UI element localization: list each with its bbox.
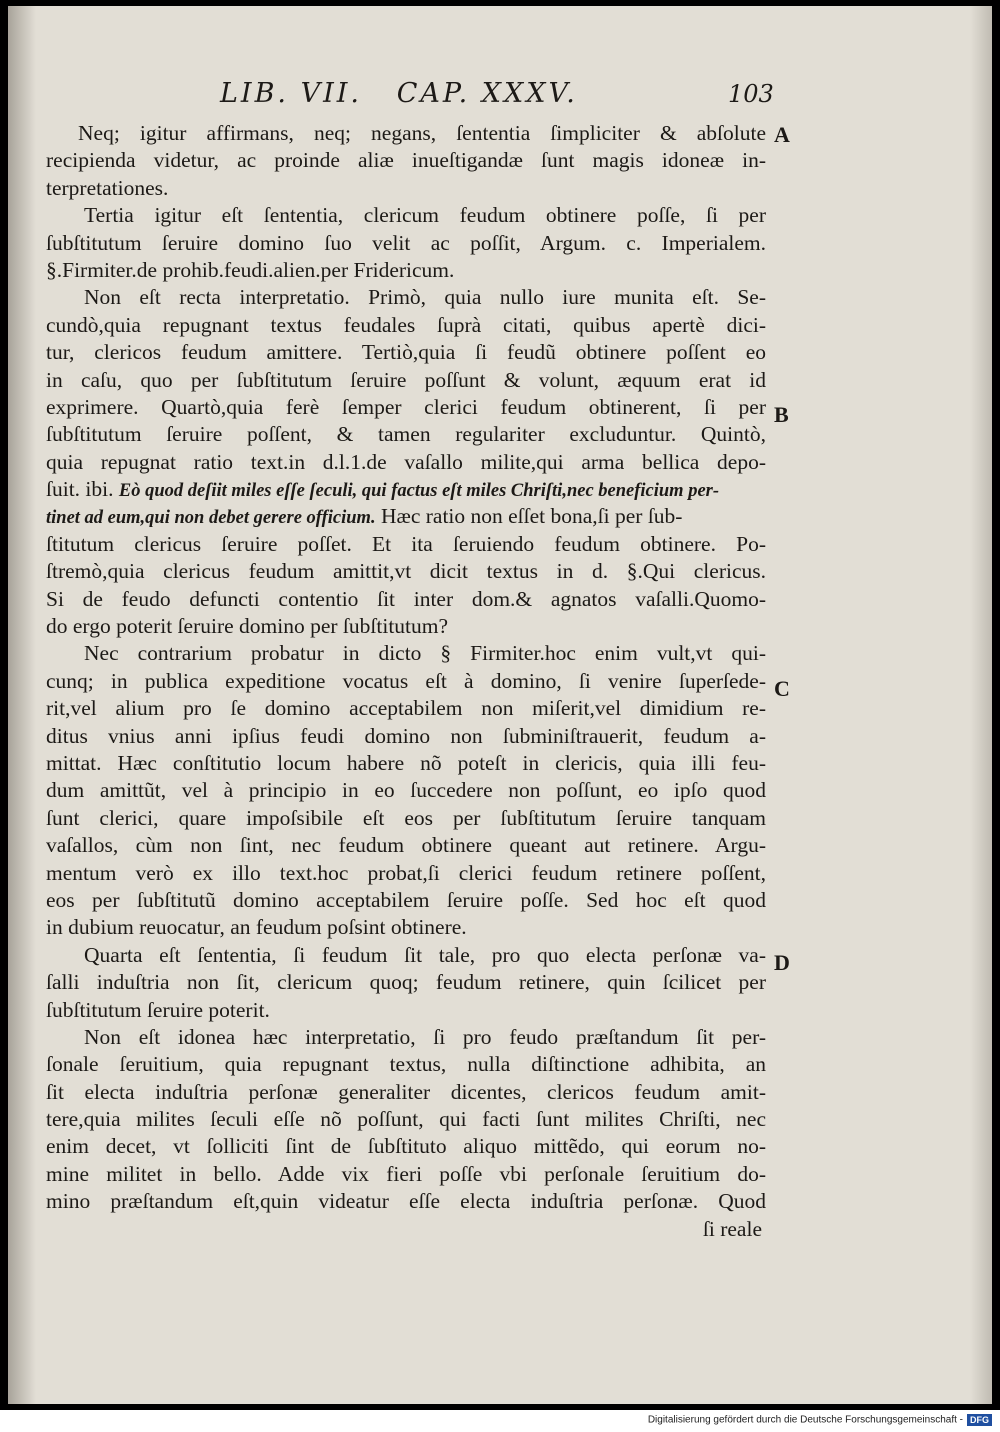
text-line: terpretationes. [46,175,169,200]
text-line: cunq; in publica expeditione vocatus eſt à domino, ſi venire ſuperſede- [46,668,766,693]
edge-shadow [970,6,992,1404]
text-line: ſunt clerici, quare impoſsibile eſt eos per ſubſtitutum ſeruire tanquam [46,805,766,830]
text-line: tur, clericos feudum amittere. Tertiò,quia ſi feudũ obtinere poſſent eo [46,340,766,365]
text-line: §.Firmiter.de prohib.feudi.alien.per Fridericum. [46,257,455,282]
dfg-logo: DFG [967,1414,992,1426]
text-line: ſit electa induſtria perſonæ generaliter dicentes, clericos feudum amit- [46,1079,766,1104]
text-line: eos per ſubſtitutũ domino acceptabilem ſeruire poſſe. Sed hoc eſt quod [46,887,766,912]
text-line: mentum verò ex illo text.hoc probat,ſi clerici feudum retinere poſſent, [46,860,766,885]
body-text [46,120,766,1243]
text-line: Tertia igitur eſt ſententia, clericum feudum obtinere poſſe, ſi per [84,203,766,228]
italic-quote: Eò quod deſiit miles eſſe ſeculi, qui factus eſt miles Chriſti,nec beneficium per- [118,481,720,502]
text-line: Non eſt recta interpretatio. Primò, quia nullo iure munita eſt. Se- [84,285,766,310]
margin-letter-c: C [774,676,790,701]
text-line: vaſallos, cùm non ſint, nec feudum obtinere queant aut retinere. Argu- [46,833,766,858]
text-line [46,476,766,503]
text-line: recipienda videtur, ac proinde aliæ inueſtigandæ ſunt magis idoneæ in- [46,148,766,173]
gutter-shadow [8,6,36,1404]
text-line: Non eſt idonea hæc interpretatio, ſi pro feudo præſtandum ſit per- [84,1024,766,1049]
running-title: LIB. VII. CAP. XXXV. [220,78,578,109]
catchword: ſi reale [702,1216,762,1241]
text-line: cundò,quia repugnant textus feudales ſuprà citati, quibus apertè dici- [46,312,766,337]
text-line: mine militet in bello. Adde vix fieri poſſe vbi perſonale ſeruitium do- [46,1161,766,1186]
text-line: ſubſtitutum ſeruire poterit. [46,997,270,1022]
italic-quote-end: tinet ad eum,qui non debet gerere officium. [46,508,376,529]
text-line: quia repugnat ratio text.in d.l.1.de vaſallo milite,qui arma bellica depo- [46,449,766,474]
text-line: do ergo poterit ſeruire domino per ſubſtitutum? [46,614,449,639]
page-header [220,78,780,118]
margin-letter-b: B [774,402,789,427]
text-line: ditus vnius anni ipſius feudi domino non ſubminiſtrauerit, feudum a- [46,723,766,748]
text-segment: Hæc ratio non eſſet bona,ſi per ſub- [380,504,683,529]
text-line: tere,quia milites ſeculi eſſe nõ poſſunt, qui facti ſunt milites Chriſti, nec [46,1107,766,1132]
text-line: ſtremò,quia clericus feudum amittit,vt dicit textus in d. §.Qui clericus. [46,559,766,584]
text-line [46,503,766,530]
page-number: 103 [728,80,774,108]
text-line: Nec contrarium probatur in dicto § Firmiter.hoc enim vult,vt qui- [84,641,766,666]
text-line: exprimere. Quartò,quia ferè ſemper clerici feudum obtinerent, ſi per [46,394,766,419]
margin-letter-a: A [774,122,790,147]
text-line: mittat. Hæc conſtitutio locum habere nõ poteſt in clericis, quia illi feu- [46,750,766,775]
text-line: mino præſtandum eſt,quin videatur eſſe electa induſtria perſonæ. Quod [46,1189,766,1214]
text-line: Quarta eſt ſententia, ſi feudum ſit tale, pro quo electa perſonæ va- [84,942,766,967]
text-line: ſtitutum clericus ſeruire poſſet. Et ita ſeruiendo feudum obtinere. Po- [46,531,766,556]
text-line: enim decet, vt ſolliciti ſint de ſubſtituto aliquo mittẽdo, qui eorum no- [46,1134,766,1159]
text-line: in dubium reuocatur, an feudum poſsint obtinere. [46,915,467,940]
text-line: ſonale ſeruitium, quia repugnant textus, nulla diſtinctione adhibita, an [46,1052,766,1077]
text-line: Neq; igitur affirmans, neq; negans, ſententia ſimpliciter & abſolute [78,121,766,145]
credit-text: Digitalisierung gefördert durch die Deutsche Forschungsgemeinschaft - [647,1414,963,1426]
text-segment: ſuit. ibi. [46,477,114,502]
margin-letter-d: D [774,950,790,975]
text-line: in caſu, quo per ſubſtitutum ſeruire poſſunt & volunt, æquum erat id [46,367,766,392]
text-line: Si de feudo defuncti contentio ſit inter dom.& agnatos vaſalli.Quomo- [46,586,766,611]
digitization-credit [648,1414,992,1426]
text-line: ſubſtitutum ſeruire poſſent, & tamen regulariter excluduntur. Quintò, [46,422,766,447]
text-line: ſubſtitutum ſeruire domino ſuo velit ac poſſit, Argum. c. Imperialem. [46,230,766,255]
text-line: ſalli induſtria non ſit, clericum quoq; feudum retinere, quin ſcilicet per [46,970,766,995]
text-line: dum amittũt, vel à principio in eo ſuccedere non poſſunt, eo ipſo quod [46,778,766,803]
text-line: rit,vel alium pro ſe domino acceptabilem non miſerit,vel dimidium re- [46,696,766,721]
